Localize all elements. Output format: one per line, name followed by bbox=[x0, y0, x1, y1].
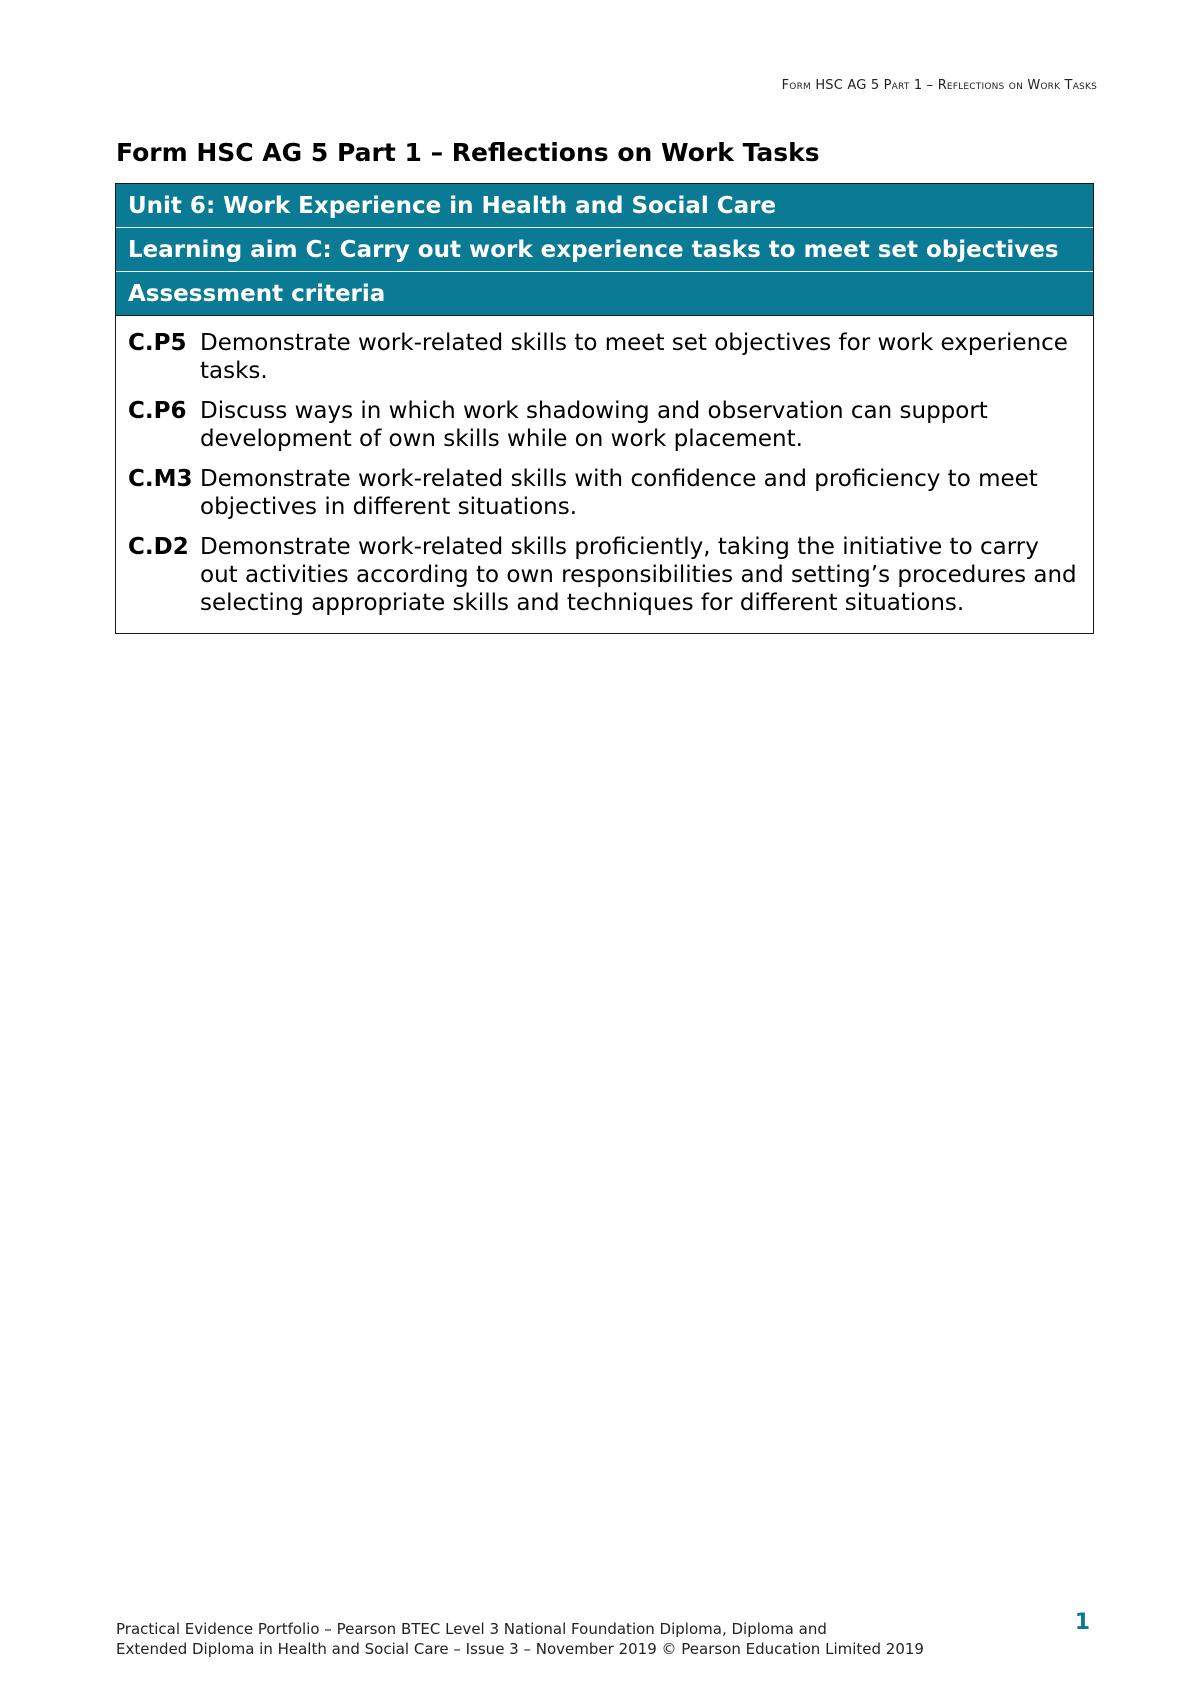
footer-text bbox=[116, 1619, 924, 1659]
criterion-item bbox=[128, 397, 1083, 453]
criterion-text: Demonstrate work-related skills with confidence and proficiency to meet objectives in different situations. bbox=[200, 466, 1038, 520]
criterion-code: C.P6 bbox=[128, 398, 187, 424]
criterion-item bbox=[128, 465, 1083, 521]
criteria-table bbox=[115, 183, 1094, 634]
running-header: Form HSC AG 5 Part 1 – Reflections on Work Tasks bbox=[781, 78, 1097, 93]
criterion-code: C.P5 bbox=[128, 330, 187, 356]
criterion-code: C.M3 bbox=[128, 466, 193, 492]
criterion-item bbox=[128, 533, 1083, 617]
criteria-list bbox=[116, 316, 1093, 633]
footer-line-1: Practical Evidence Portfolio – Pearson BTEC Level 3 National Foundation Diploma, Diploma and bbox=[116, 1620, 827, 1638]
criterion-text: Discuss ways in which work shadowing and observation can support development of own skills while on work placement. bbox=[200, 398, 988, 452]
criterion-code: C.D2 bbox=[128, 534, 189, 560]
criterion-text: Demonstrate work-related skills to meet set objectives for work experience tasks. bbox=[200, 330, 1068, 384]
assessment-criteria-heading: Assessment criteria bbox=[116, 272, 1093, 316]
page-title: Form HSC AG 5 Part 1 – Reflections on Work Tasks bbox=[116, 138, 820, 167]
unit-row: Unit 6: Work Experience in Health and Social Care bbox=[116, 184, 1093, 228]
page-number: 1 bbox=[1074, 1610, 1090, 1635]
criterion-item bbox=[128, 329, 1083, 385]
learning-aim-row: Learning aim C: Carry out work experience tasks to meet set objectives bbox=[116, 228, 1093, 272]
criterion-text: Demonstrate work-related skills proficiently, taking the initiative to carry out activities according to own responsibilities and setting’s procedures and selecting appropriate skills and techniques for different situations. bbox=[200, 534, 1077, 616]
footer-line-2: Extended Diploma in Health and Social Care – Issue 3 – November 2019 © Pearson Education Limited 2019 bbox=[116, 1640, 924, 1658]
